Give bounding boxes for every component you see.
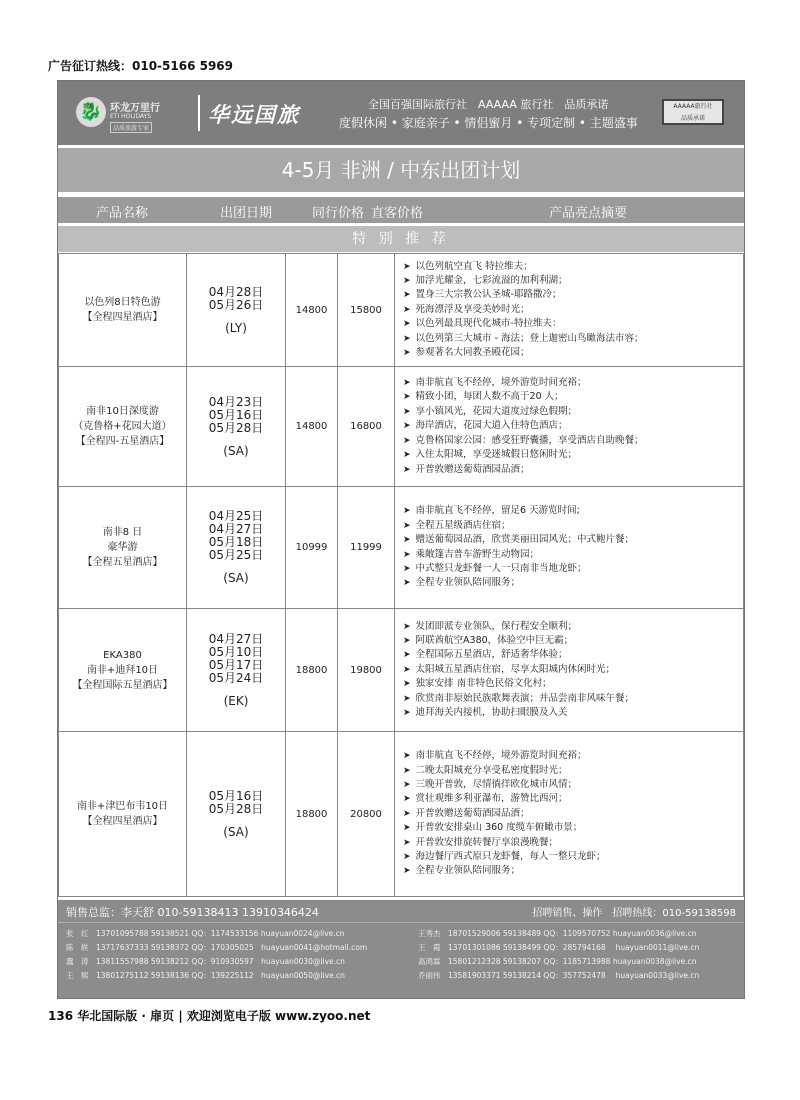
highlight-item: ➤ 欣赏南非原始民族歌舞表演；并品尝南非风味午餐； bbox=[403, 692, 743, 706]
departure-date: 05月26日 bbox=[208, 297, 264, 312]
departure-date: 05月10日 bbox=[208, 644, 264, 659]
product-name-cell bbox=[59, 609, 187, 732]
contact-entry: 张 红 13701095788 59138521 QQ：1174533156 huayuan0024@live.cn bbox=[66, 929, 345, 938]
highlight-item: ➤ 南非航直飞不经停，境外游览时间充裕； bbox=[403, 749, 743, 763]
highlight-item: ➤ 海边餐厅西式原只龙虾餐，每人一整只龙虾； bbox=[403, 850, 743, 864]
product-row bbox=[59, 367, 744, 487]
highlight-item: ➤ 全程五星级酒店住宿； bbox=[403, 519, 743, 533]
departure-date: 05月28日 bbox=[208, 801, 264, 816]
highlight-item: ➤ 享小镇风光，花园大道度过绿色假期； bbox=[403, 405, 743, 419]
header-departure-date: 出团日期 bbox=[220, 206, 273, 221]
highlights-list bbox=[403, 376, 743, 477]
product-name-line: 【全程五星酒店】 bbox=[82, 557, 163, 568]
product-name-line: 【全程四星酒店】 bbox=[82, 816, 163, 827]
contact-entry: 乔丽伟 13581903371 59138214 QQ：357752478 huayuan0033@live.cn bbox=[418, 971, 700, 980]
product-name-line: 【全程四星酒店】 bbox=[82, 312, 163, 323]
departure-date: 05月25日 bbox=[208, 548, 264, 562]
highlights-list bbox=[403, 260, 743, 361]
aaaaa-badge: AAAAA旅行社 品质承诺 bbox=[662, 99, 724, 125]
highlight-item: ➤ 精致小团，每团人数不高于20 人； bbox=[403, 390, 743, 404]
header-direct-price: 直客价格 bbox=[371, 206, 424, 221]
direct-price: 16800 bbox=[338, 367, 395, 487]
highlights-cell bbox=[395, 487, 744, 609]
logo-tagline: 品质旅游专家 bbox=[110, 122, 152, 133]
header-product-name: 产品名称 bbox=[96, 206, 149, 221]
highlight-item: ➤ 迪拜海关内接机，协助扫眼膜及入关 bbox=[403, 706, 743, 720]
page-footer: 136 华北国际版 · 扉页 | 欢迎浏览电子版 www.zyoo.net bbox=[48, 1009, 371, 1023]
contact-entry: 王秀杰 18701529006 59138489 QQ：1109570752 huayuan0036@live.cn bbox=[418, 929, 697, 938]
airline-code: (SA) bbox=[223, 824, 249, 839]
airline-code: (EK) bbox=[223, 693, 249, 708]
highlight-item: ➤ 入住太阳城，享受迷城假日悠闲时光； bbox=[403, 448, 743, 462]
highlights-cell bbox=[395, 609, 744, 732]
direct-price: 19800 bbox=[338, 609, 395, 732]
highlight-item: ➤ 全程专业领队陪同服务； bbox=[403, 576, 743, 590]
recruitment-hotline: 招聘销售、操作 招聘热线：010-59138598 bbox=[532, 908, 736, 919]
departure-date: 04月27日 bbox=[208, 522, 264, 536]
logo-chinese-text: 环龙万里行 bbox=[110, 103, 160, 114]
highlight-item: ➤ 参观著名大同教圣殿花园； bbox=[403, 346, 743, 360]
product-name-line: 南非8 日 bbox=[102, 527, 143, 538]
product-name-cell bbox=[59, 487, 187, 609]
product-name-line: 【全程四-五星酒店】 bbox=[75, 436, 170, 447]
departure-dates-cell bbox=[187, 367, 286, 487]
product-row bbox=[59, 254, 744, 367]
product-row bbox=[59, 609, 744, 732]
agency-banner bbox=[58, 81, 744, 145]
highlights-list bbox=[403, 620, 743, 721]
highlight-item: ➤ 开普敦赠送葡萄酒园品酒； bbox=[403, 463, 743, 477]
highlight-item: ➤ 全程专业领队陪同服务； bbox=[403, 864, 743, 878]
highlight-item: ➤ 乘敞篷吉普车游野生动物园； bbox=[403, 548, 743, 562]
sales-divider bbox=[58, 922, 744, 923]
departure-date: 04月28日 bbox=[208, 284, 264, 299]
highlight-item: ➤ 死海漂浮及享受美妙时光； bbox=[403, 303, 743, 317]
sales-director: 销售总监：李天舒 010-59138413 13910346424 bbox=[66, 906, 319, 919]
highlight-item: ➤ 二晚太阳城充分享受私密度假时光； bbox=[403, 764, 743, 778]
highlight-item: ➤ 海岸酒店，花园大道入住特色酒店； bbox=[403, 419, 743, 433]
contact-entry: 蠢 涛 13811557988 59138212 QQ：910930597 huayuan0030@live.cn bbox=[66, 957, 345, 966]
product-name-cell bbox=[59, 732, 187, 897]
highlight-item: ➤ 赏壮观维多利亚瀑布，游赞比西河； bbox=[403, 792, 743, 806]
highlights-cell bbox=[395, 367, 744, 487]
product-name-cell bbox=[59, 367, 187, 487]
highlight-item: ➤ 开普敦赠送葡萄酒园品酒； bbox=[403, 807, 743, 821]
product-name-line: 南非10日深度游 bbox=[86, 406, 159, 417]
dragon-icon: 🐉 bbox=[76, 97, 106, 127]
banner-divider bbox=[198, 95, 200, 131]
contact-entry: 高鸿霖 15801212328 59138207 QQ：1185713988 huayuan0038@live.cn bbox=[418, 957, 697, 966]
highlight-item: ➤ 以色列最具现代化城市-特拉维夫： bbox=[403, 317, 743, 331]
highlights-list bbox=[403, 749, 743, 879]
departure-date: 05月28日 bbox=[208, 420, 264, 435]
departure-date: 04月23日 bbox=[208, 394, 264, 409]
departure-date: 05月24日 bbox=[208, 670, 264, 685]
contact-entry: 陈 轶 13717637333 59138372 QQ：170305025 huayuan0041@hotmail.com bbox=[66, 943, 368, 952]
departure-date: 05月16日 bbox=[208, 788, 264, 803]
product-name-line: 南非+迪拜10日 bbox=[86, 664, 159, 676]
product-name-line: 豪华游 bbox=[107, 542, 138, 553]
departure-date: 04月27日 bbox=[208, 631, 264, 646]
itinerary-panel bbox=[57, 80, 745, 999]
header-highlights: 产品亮点摘要 bbox=[549, 206, 628, 221]
header-trade-price: 同行价格 bbox=[312, 206, 365, 221]
agency-logo bbox=[76, 93, 186, 133]
highlight-item: ➤ 赠送葡萄园品酒，欣赏美丽田园风光；中式鲍片餐； bbox=[403, 533, 743, 547]
highlight-item: ➤ 以色列第三大城市 - 海法；登上迦密山鸟瞰海法市容； bbox=[403, 332, 743, 346]
airline-code: (SA) bbox=[223, 571, 249, 585]
slogan-line-1: 全国百强国际旅行社 AAAAA 旅行社 品质承诺 bbox=[368, 98, 609, 111]
trade-price: 10999 bbox=[286, 487, 338, 609]
highlight-item: ➤ 三晚开普敦，尽情徜徉欧化城市风情； bbox=[403, 778, 743, 792]
highlight-item: ➤ 中式整只龙虾餐一人一只南非当地龙虾； bbox=[403, 562, 743, 576]
plan-title: 4-5月 非洲 / 中东出团计划 bbox=[58, 148, 744, 192]
product-table bbox=[58, 253, 744, 897]
highlights-list bbox=[403, 504, 743, 590]
highlight-item: ➤ 以色列航空直飞 特拉维夫； bbox=[403, 260, 743, 274]
sales-contacts-panel bbox=[58, 900, 744, 998]
product-name-line: 以色列8日特色游 bbox=[84, 297, 161, 308]
trade-price: 14800 bbox=[286, 254, 338, 367]
contact-entry: 王 霞 13701301086 59138499 QQ：285794168 huayuan0011@live.cn bbox=[418, 943, 700, 952]
highlight-item: ➤ 发团即派专业领队，保行程安全顺利； bbox=[403, 620, 743, 634]
product-row bbox=[59, 732, 744, 897]
airline-code: (SA) bbox=[223, 443, 249, 458]
trade-price: 14800 bbox=[286, 367, 338, 487]
logo-english-text: ETI HOLIDAYS bbox=[110, 113, 152, 120]
departure-date: 05月18日 bbox=[208, 535, 264, 549]
ad-hotline: 广告征订热线：010-5166 5969 bbox=[48, 59, 234, 73]
highlight-item: ➤ 南非航直飞不经停，留足6 天游览时间; bbox=[403, 504, 743, 518]
highlight-item: ➤ 独家安排 南非特色民俗文化村； bbox=[403, 677, 743, 691]
departure-date: 05月16日 bbox=[208, 407, 264, 422]
highlight-item: ➤ 太阳城五星酒店住宿，尽享太阳城内休闲时光； bbox=[403, 663, 743, 677]
departure-date: 04月25日 bbox=[208, 509, 264, 523]
product-name-line: 【全程国际五星酒店】 bbox=[72, 679, 173, 691]
highlight-item: ➤ 开普敦安排桌山 360 度缆车俯瞰市景； bbox=[403, 821, 743, 835]
departure-dates-cell bbox=[187, 254, 286, 367]
product-name-cell bbox=[59, 254, 187, 367]
highlight-item: ➤ 阿联酋航空A380，体验空中巨无霸； bbox=[403, 634, 743, 648]
trade-price: 18800 bbox=[286, 609, 338, 732]
direct-price: 15800 bbox=[338, 254, 395, 367]
slogan-line-2: 度假休闲 • 家庭亲子 • 情侣蜜月 • 专项定制 • 主题盛事 bbox=[339, 116, 638, 130]
brand-title: 华远国旅 bbox=[208, 103, 300, 127]
product-row bbox=[59, 487, 744, 609]
product-name-line: （克鲁格+花园大道） bbox=[73, 421, 172, 432]
highlight-item: ➤ 置身三大宗教公认圣城-耶路撒冷； bbox=[403, 288, 743, 302]
highlight-item: ➤ 加浮光耀金，七彩流溢的加利利湖； bbox=[403, 274, 743, 288]
column-headers bbox=[58, 197, 744, 223]
direct-price: 20800 bbox=[338, 732, 395, 897]
highlight-item: ➤ 南非航直飞不经停，境外游览时间充裕； bbox=[403, 376, 743, 390]
highlights-cell bbox=[395, 254, 744, 367]
contact-entry: 王 熙 13801275112 59138136 QQ：139225112 huayuan0050@live.cn bbox=[66, 971, 345, 980]
product-name-line: EKA380 bbox=[103, 649, 142, 661]
product-name-line: 南非+津巴布韦10日 bbox=[76, 801, 169, 812]
highlight-item: ➤ 全程国际五星酒店，舒适奢华体验； bbox=[403, 648, 743, 662]
departure-date: 05月17日 bbox=[208, 657, 264, 672]
airline-code: (LY) bbox=[225, 320, 247, 335]
trade-price: 18800 bbox=[286, 732, 338, 897]
departure-dates-cell bbox=[187, 487, 286, 609]
departure-dates-cell bbox=[187, 732, 286, 897]
direct-price: 11999 bbox=[338, 487, 395, 609]
departure-dates-cell bbox=[187, 609, 286, 732]
special-recommend-bar: 特 别 推 荐 bbox=[58, 226, 744, 252]
highlights-cell bbox=[395, 732, 744, 897]
highlight-item: ➤ 开普敦安排旋转餐厅享浪漫晚餐； bbox=[403, 836, 743, 850]
highlight-item: ➤ 克鲁格国家公园：感受狂野囊播，享受酒店自助晚餐； bbox=[403, 434, 743, 448]
